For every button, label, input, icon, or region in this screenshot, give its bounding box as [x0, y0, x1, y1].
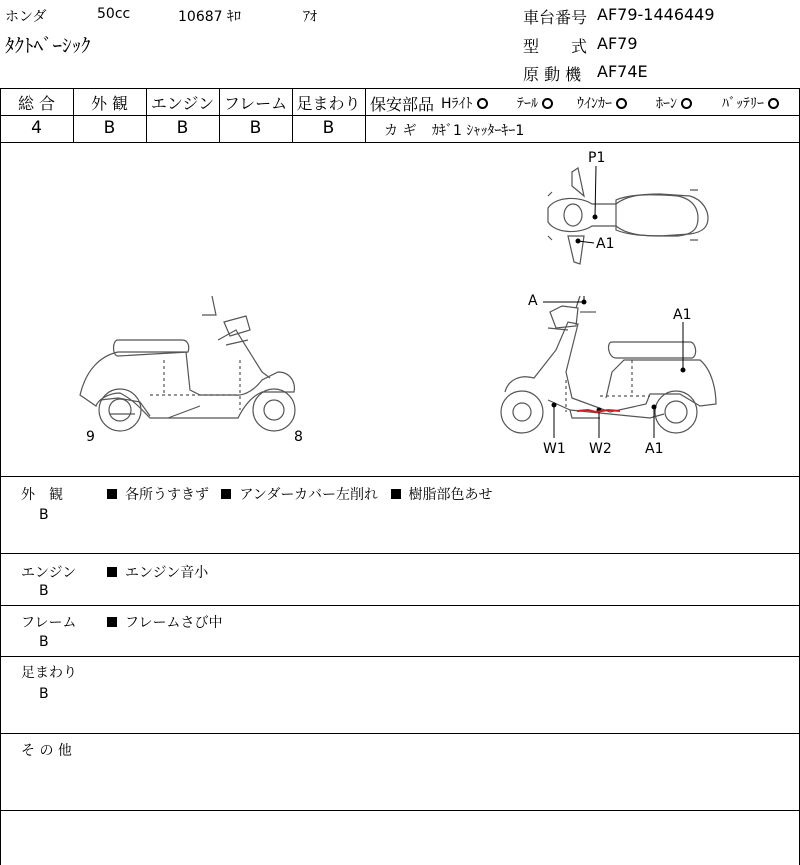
label-p1: P1: [588, 150, 606, 166]
type-value: AF79: [597, 34, 638, 53]
ok-circle-icon: [768, 98, 779, 109]
divider: [0, 810, 800, 811]
bullet-square-icon: [107, 489, 117, 499]
frame-no-label: 車台番号: [523, 8, 588, 27]
grade-value-suspension: B: [322, 118, 335, 138]
label-w2: W2: [589, 441, 612, 457]
bullet-square-icon: [391, 489, 401, 499]
ok-circle-icon: [477, 98, 488, 109]
safety-item-horn: ﾎｰﾝ: [656, 93, 692, 113]
divider: [0, 88, 800, 89]
remark-notes-engine: エンジン音小: [107, 562, 208, 582]
safety-item-tail: ﾃｰﾙ: [517, 93, 553, 113]
safety-item-headlight: Hﾗｲﾄ: [441, 93, 488, 113]
key-value: ｶｷﾞ1 ｼｬｯﾀｰｷｰ1: [432, 123, 525, 139]
label-left-front: 9: [86, 429, 95, 445]
grade-header-exterior: 外 観: [90, 94, 129, 113]
grade-value-exterior: B: [103, 118, 116, 138]
divider: [365, 115, 800, 116]
engine-value: AF74E: [597, 62, 648, 81]
border: [0, 88, 1, 865]
bullet-square-icon: [107, 617, 117, 627]
remark-grade-engine: B: [39, 583, 49, 599]
engine-label: 原 動 機: [523, 65, 582, 84]
safety-item-battery: ﾊﾞｯﾃﾘｰ: [722, 93, 779, 113]
divider: [0, 553, 800, 554]
divider: [365, 88, 366, 142]
grade-header-engine: エンジン: [150, 94, 215, 113]
divider: [0, 656, 800, 657]
remark-grade-exterior: B: [39, 507, 49, 523]
frame-no-value: AF79-1446449: [597, 5, 715, 24]
label-a-side: A: [528, 293, 538, 309]
label-a1-right-upper: A1: [673, 307, 692, 323]
divider: [0, 476, 800, 477]
remark-grade-frame: B: [39, 634, 49, 650]
remark-notes-frame: フレームさび中: [107, 612, 222, 632]
remark-label-suspension: 足まわり: [21, 665, 77, 681]
model-name: ﾀｸﾄﾍﾞｰｼｯｸ: [5, 35, 91, 57]
safety-label: 保安部品: [370, 95, 435, 114]
type-label: 型 式: [523, 37, 588, 56]
bullet-square-icon: [107, 567, 117, 577]
label-a1-top: A1: [596, 236, 615, 252]
maker: ホンダ: [5, 9, 47, 25]
remark-label-engine: エンジン: [21, 565, 77, 581]
label-left-rear: 8: [294, 429, 303, 445]
ok-circle-icon: [616, 98, 627, 109]
ok-circle-icon: [542, 98, 553, 109]
remark-grade-suspension: B: [39, 686, 49, 702]
mileage: 10687 ｷﾛ: [178, 9, 241, 25]
bullet-square-icon: [221, 489, 231, 499]
displacement: 50cc: [97, 6, 131, 22]
ok-circle-icon: [681, 98, 692, 109]
grade-value-total: 4: [31, 118, 42, 138]
remark-label-exterior: 外 観: [21, 487, 63, 503]
label-a1-right-lower: A1: [645, 441, 664, 457]
divider: [0, 115, 365, 116]
grade-value-frame: B: [249, 118, 262, 138]
divider: [0, 733, 800, 734]
top-view-scooter: [548, 168, 708, 264]
key-label: カ ギ: [384, 123, 417, 139]
grade-header-total: 総 合: [17, 94, 56, 113]
left-side-scooter: [80, 296, 295, 431]
grade-header-frame: フレーム: [223, 94, 288, 113]
grade-value-engine: B: [176, 118, 189, 138]
divider: [0, 605, 800, 606]
remark-label-other: そ の 他: [21, 743, 72, 759]
label-w1: W1: [543, 441, 566, 457]
remark-notes-exterior: 各所うすきず アンダーカバー左削れ 樹脂部色あせ: [107, 484, 493, 504]
grade-header-suspension: 足まわり: [296, 94, 361, 113]
safety-item-winker: ｳｲﾝｶｰ: [577, 93, 627, 113]
color: ｱｵ: [303, 9, 317, 25]
remark-label-frame: フレーム: [21, 615, 77, 631]
